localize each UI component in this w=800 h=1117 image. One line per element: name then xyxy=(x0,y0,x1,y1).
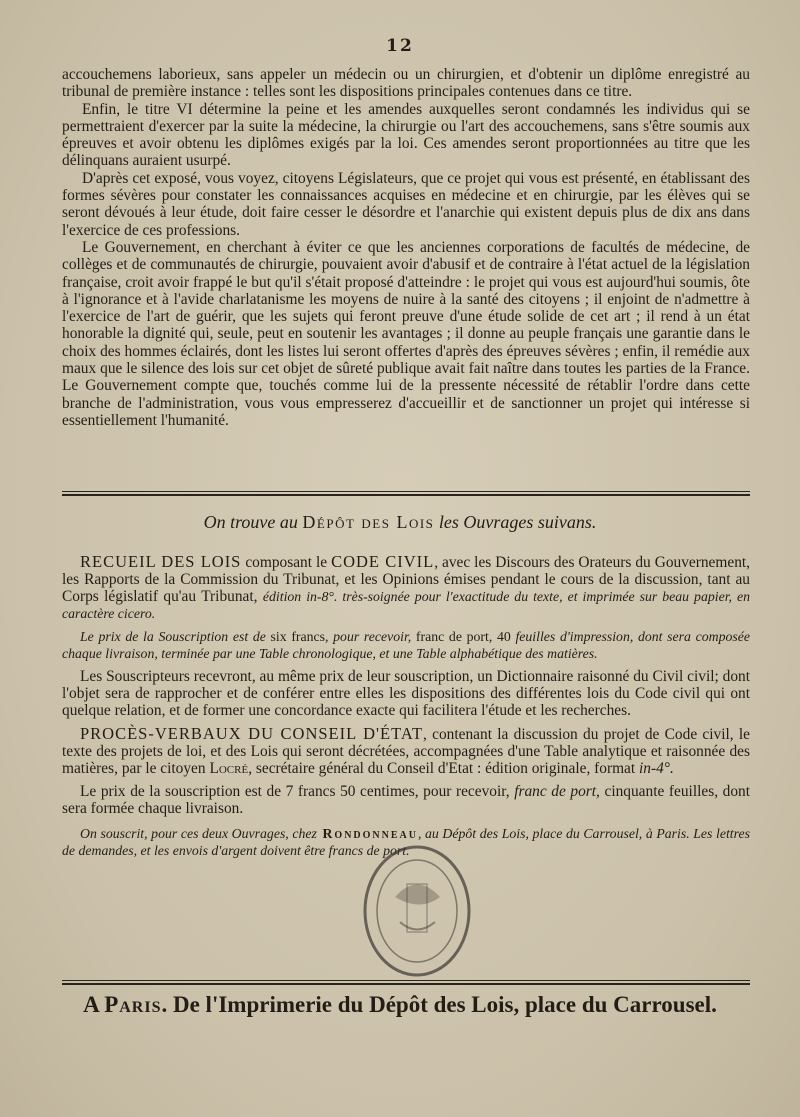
library-stamp xyxy=(360,842,475,980)
imprint-footer: A Paris. De l'Imprimerie du Dépôt des Lois, place du Carrousel. xyxy=(83,992,717,1017)
notice-title: On trouve au Dépôt des Lois les Ouvrages suivans. xyxy=(203,512,597,532)
notice-body xyxy=(62,553,750,865)
paragraph: Le Gouvernement, en cherchant à éviter ce que les anciennes corporations de facultés de médecine, de collèges et de communautés de chirurgie, pouvaient avoir d'abusif et de contraire à l'état actuel de la législation française, croit avoir frappé le but qu'il s'était proposé d'atteindre : le projet qui vous est aujourd'hui soumis, ôte à l'ignorance et à l'avide charlatanisme les moyens de nuire à la santé des citoyens ; il enjoint de n'admettre à l'exercice de l'art de guérir, que les sujets qui feront preuve d'une étude solide de cet art ; il rend à un état honorable la dignité qui, seule, peut en soutenir les avantages ; il donne au peuple français une garantie dans le choix des hommes éclairés, dont les listes lui seront offertes d'après des épreuves sévères ; enfin, il remédie aux maux que le silence des lois sur cet objet de sûreté publique avait fait naître dans toutes les parties de la France. Le Gouvernement compte que, touchés comme lui de la pressente nécessité de rétablir l'ordre dans cette branche de l'administration, vous vous empresserez d'accueillir et de sanctionner un projet qui intéresse si essentiellement l'humanité. xyxy=(62,238,750,429)
notice-paragraph: Le prix de la Souscription est de six francs, pour recevoir, franc de port, 40 feuilles d'impression, dont sera composée chaque livraison, terminée par une Table chronologique, et une Table alphabétique des matières. xyxy=(62,629,750,661)
section-divider xyxy=(62,491,750,496)
body-text xyxy=(62,66,750,429)
paragraph: Enfin, le titre VI détermine la peine et les amendes auxquelles seront condamnés les individus qui se permettraient d'exercer par la suite la médecine, la chirurgie ou l'art des accouchemens, sans s'être soumis aux épreuves et avoir obtenu les diplômes exigés par la loi. Ces amendes seront proportionnées au titre que les délinquans auraient usurpé. xyxy=(62,100,750,170)
paragraph: D'après cet exposé, vous voyez, citoyens Législateurs, que ce projet qui vous est présenté, en établissant des formes sévères pour constater les connaissances acquises en médecine et en chirurgie, par les élèves qui se seront dévoués à leur étude, doit faire cesser le désordre et l'anarchie qui existent depuis plus de dix ans dans l'exercice de ces professions. xyxy=(62,169,750,239)
notice-paragraph: PROCÈS-VERBAUX DU CONSEIL D'ÉTAT, contenant la discussion du projet de Code civil, le texte des projets de loi, et des Lois qui seront décrétées, accompagnées d'une Table analytique et raisonnée des matières, par le citoyen Locré, secrétaire général du Conseil d'Etat : édition originale, format in-4°. xyxy=(62,724,750,777)
notice-paragraph: On souscrit, pour ces deux Ouvrages, chez Rondonneau, au Dépôt des Lois, place du Carrousel, à Paris. Les lettres de demandes, et les envois d'argent doivent être francs de port. xyxy=(62,826,750,858)
notice-paragraph: Le prix de la souscription est de 7 francs 50 centimes, pour recevoir, franc de port, cinquante feuilles, dont sera formée chaque livraison. xyxy=(62,783,750,817)
notice-paragraph: RECUEIL DES LOIS composant le CODE CIVIL, avec les Discours des Orateurs du Gouvernement, les Rapports de la Commission du Tribunat, et les Opinions émises pendant le cours de la discussion, tant au Corps législatif qu'au Tribunat, édition in-8°. très-soignée pour l'exactitude du texte, et imprimée sur beau papier, en caractère cicero. xyxy=(62,552,751,621)
page-number: 12 xyxy=(386,36,414,56)
footer-divider xyxy=(62,980,750,985)
paragraph: accouchemens laborieux, sans appeler un médecin ou un chirurgien, et d'obtenir un diplôme enregistré au tribunal de première instance : telles sont les dispositions principales contenues dans ce titre. xyxy=(62,66,750,101)
notice-paragraph: Les Souscripteurs recevront, au même prix de leur souscription, un Dictionnaire raisonné du Civil civil; dont l'objet sera de rapprocher et de conférer entre elles les dispositions des différentes lois du Code civil qui ont quelque relation, et de former une concordance exacte qui facilitera l'étude et les recherches. xyxy=(62,668,750,719)
